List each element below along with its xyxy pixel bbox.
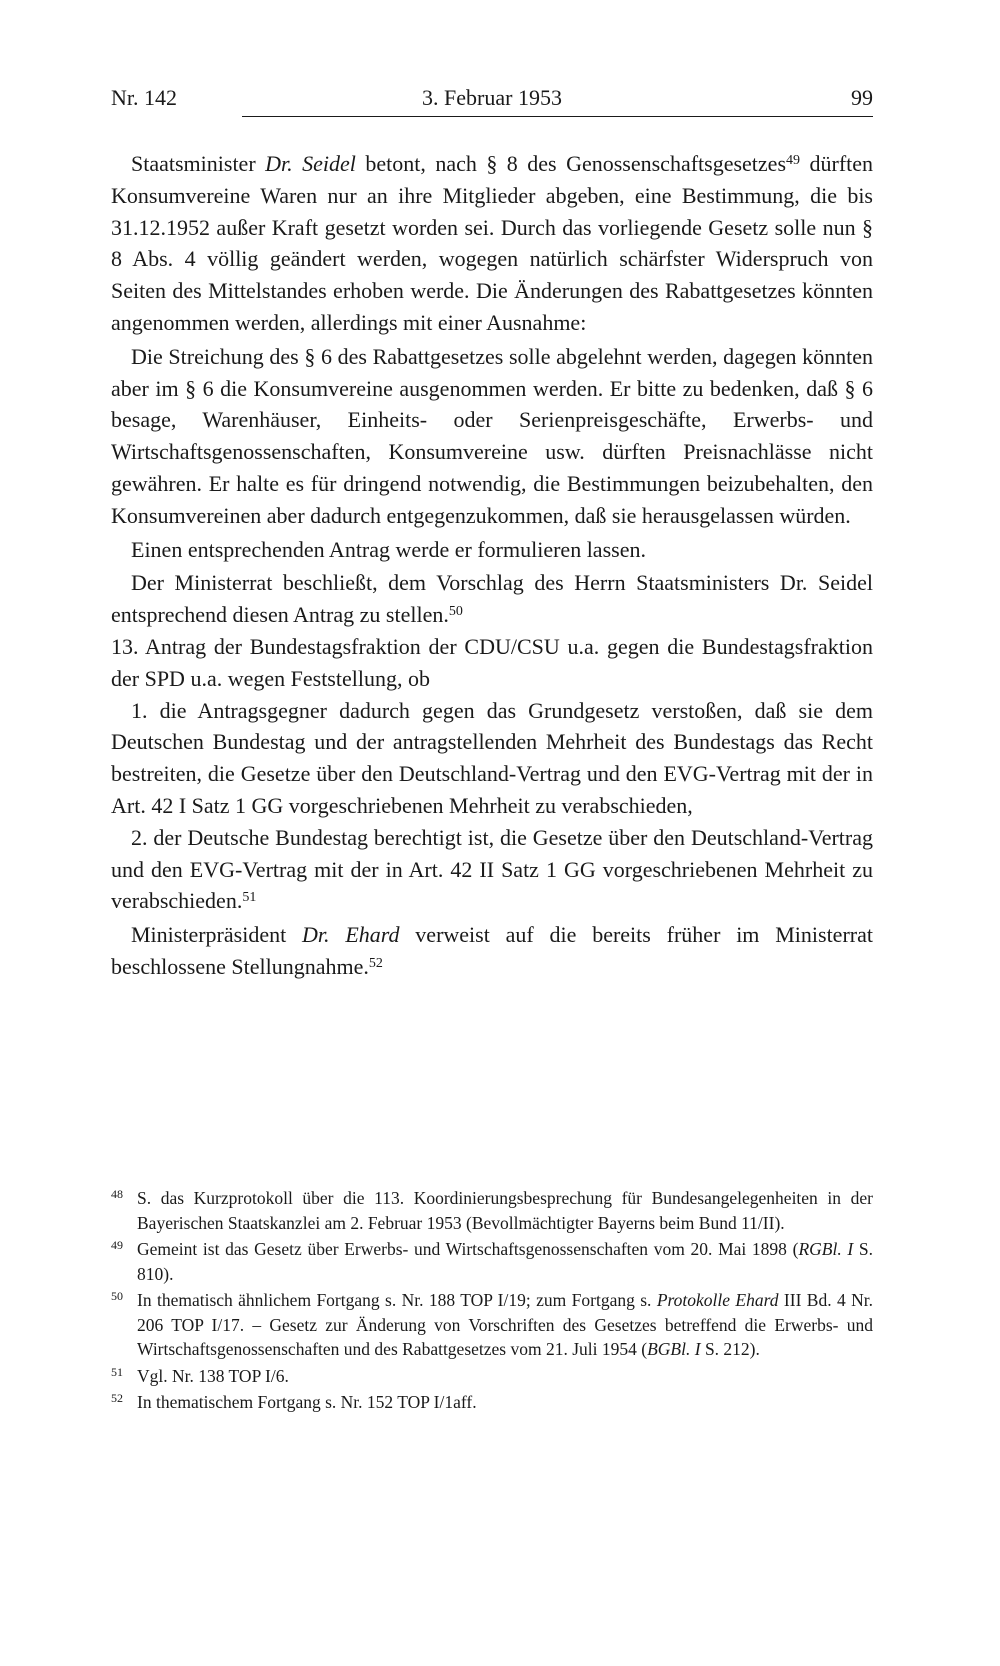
speaker-name: Dr. Ehard xyxy=(302,922,400,948)
paragraph-streichung: Die Streichung des § 6 des Rabattgesetzes solle abgelehnt werden, dagegen könnten aber im § 6 die Konsumvereine ausgenommen werden. Er bitte zu bedenken, daß § 6 besage, Warenhäuser, Einheits- oder Serienpreisgeschäfte, Erwerbs- und Wirtschaftsgenossenschaften, Konsumvereine usw. dürften Preisnachlässe nicht gewähren. Er halte es für dringend notwendig, die Bestimmungen beizubehalten, den Konsumvereinen aber dadurch entgegenzukommen, daß sie herausgelassen würden. xyxy=(111,343,873,528)
footnote-ref-50[interactable]: 50 xyxy=(448,604,463,620)
header-rule xyxy=(242,116,873,117)
footnote-48: 48 S. das Kurzprotokoll über die 113. Koordinierungsbesprechung für Bundesangelegenheiten in der Bayerischen Staatskanzlei am 2. Februar 1953 (Bevollmächtigter Bayerns beim Bund 11/II). xyxy=(111,1186,873,1235)
agenda-item-13-point-2: 2. der Deutsche Bundestag berechtigt ist, die Gesetze über den Deutschland-Vertrag und den EVG-Vertrag mit der in Art. 42 II Satz 1 GG vorgeschriebenen Mehrheit zu verabschieden.$^{51}$ xyxy=(111,824,873,914)
agenda-item-13: 13. Antrag der Bundestagsfraktion der CDU/CSU u.a. gegen die Bundestagsfraktion der SPD u.a. wegen Feststellung, ob xyxy=(111,633,873,691)
paragraph-seidel: Staatsminister Dr. Seidel betont, nach § 8 des Genossenschaftsgesetzes$^{49}$ dürften Konsumvereine Waren nur an ihre Mitglieder abgeben, eine Bestimmung, die bis 31.12.1952 außer Kraft gesetzt worden sei. Durch das vorliegende Gesetz solle nun § 8 Abs. 4 völlig geändert werden, wogegen natürlich schärfster Widerspruch von Seiten des Mittelstandes erhoben werde. Die Änderungen des Rabattgesetzes könnten angenommen werden, allerdings mit einer Ausnahme: xyxy=(111,151,874,335)
footnote-49: 49 Gemeint ist das Gesetz über Erwerbs- und Wirtschaftsgenossenschaften vom 20. Mai 1898 (RGBl. I S. 810). xyxy=(111,1237,873,1286)
document-number: Nr. 142 xyxy=(111,85,177,110)
page-number: 99 xyxy=(851,85,873,110)
footnote-52: 52 In thematischem Fortgang s. Nr. 152 TOP I/1aff. xyxy=(111,1390,873,1415)
footnote-ref-51[interactable]: 51 xyxy=(242,890,257,906)
agenda-item-13-point-1: 1. die Antragsgegner dadurch gegen das Grundgesetz verstoßen, daß sie dem Deutschen Bundestag und der antragstellenden Mehrheit des Bundestags das Recht bestreiten, die Gesetze über den Deutschland-Vertrag und den EVG-Vertrag mit der in Art. 42 I Satz 1 GG vorgeschriebenen Mehrheit zu verabschieden, xyxy=(111,697,873,818)
footnote-ref-49[interactable]: 49 xyxy=(786,153,801,168)
footnote-number: 48 xyxy=(111,1187,123,1201)
paragraph-beschluss: Der Ministerrat beschließt, dem Vorschlag des Herrn Staatsministers Dr. Seidel entsprechend diesen Antrag zu stellen.$^{50}$ xyxy=(111,570,873,628)
header-date: 3. Februar 1953 xyxy=(422,85,562,110)
running-head xyxy=(111,84,873,120)
footnote-number: 51 xyxy=(111,1364,123,1379)
paragraph-antrag: Einen entsprechenden Antrag werde er formulieren lassen. xyxy=(131,536,646,562)
footnote-ref-52[interactable]: 52 xyxy=(368,955,383,971)
footnote-number: 49 xyxy=(111,1238,123,1252)
footnotes xyxy=(111,1186,873,1417)
footnote-number: 52 xyxy=(111,1391,123,1405)
footnote-number: 50 xyxy=(111,1289,123,1303)
paragraph-ehard: Ministerpräsident Dr. Ehard verweist auf die bereits früher im Ministerrat beschlossene Stellungnahme.$^{52}$ xyxy=(111,922,873,979)
speaker-name: Dr. Seidel xyxy=(265,151,356,176)
body-text xyxy=(111,148,873,983)
footnote-51: 51 Vgl. Nr. 138 TOP I/6. xyxy=(111,1364,873,1389)
footnote-50: 50 In thematisch ähnlichem Fortgang s. Nr. 188 TOP I/19; zum Fortgang s. Protokolle Ehard III Bd. 4 Nr. 206 TOP I/17. – Gesetz zur Änderung von Vorschriften des Gesetzes betreffend die Erwerbs- und Wirtschaftsgenossenschaften und des Rabattgesetzes vom 21. Juli 1954 (BGBl. I S. 212). xyxy=(111,1288,873,1362)
